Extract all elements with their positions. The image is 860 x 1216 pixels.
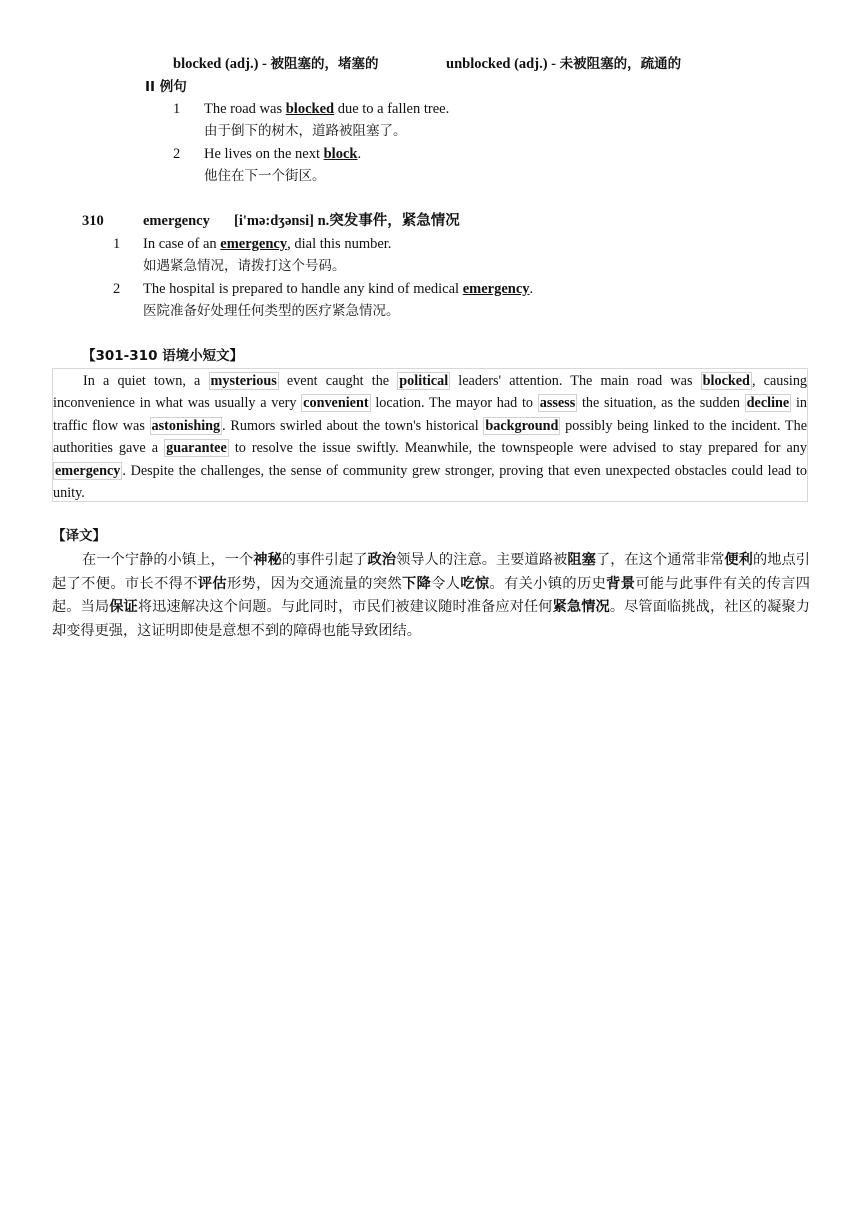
keyword: assess (539, 395, 576, 412)
example-sentence: The road was blocked due to a fallen tree. (204, 101, 450, 117)
keyword: blocked (285, 101, 335, 117)
keyword: convenient (303, 395, 369, 412)
keyword: guarantee (166, 440, 227, 457)
keyword: 阻塞 (567, 552, 596, 568)
blocked-form: blocked (adj.) - (173, 56, 271, 72)
example-translation: 由于倒下的树木，道路被阻塞了。 (204, 123, 407, 139)
keyword: blocked (702, 373, 750, 389)
blocked-form-cn: 被阻塞的，堵塞的 (270, 56, 379, 72)
keyword: 神秘 (253, 552, 282, 568)
keyword: background (485, 417, 559, 434)
keyword: 保证 (109, 599, 138, 615)
keyword: 吃惊 (460, 575, 490, 592)
passage-heading: 【301-310 语境小短文】 (82, 348, 244, 364)
keyword: emergency (462, 281, 530, 297)
entry-phonetic: [i'mə:dʒənsi] n.突发事件，紧急情况 (234, 213, 460, 229)
example-number: 1 (113, 236, 121, 252)
passage-text: In a quiet town, a mysterious event caught the political leaders' attention. The main road was blocked , causing inconvenience in what was usually a very convenient location. The mayor had to assess the situation, as the sudden decline in traffic flow was astonishing . Rumors swirled about the town's historical background possibly being linked to the incident. The authorities gave a guarantee to resolve the issue swiftly. Meanwhile, the townspeople were advised to stay prepared for any emergency . Despite the challenges, the sense of community grew stronger, proving that even unexpected obstacles could lead to unity. (53, 373, 808, 502)
example-sentence: In case of an emergency, dial this number. (143, 236, 392, 252)
keyword: emergency (55, 462, 121, 479)
keyword: block (323, 146, 358, 162)
example-translation: 医院准备好处理任何类型的医疗紧急情况。 (143, 303, 400, 319)
example-number: 2 (173, 146, 181, 162)
example-sentence: He lives on the next block. (204, 146, 362, 162)
keyword: emergency (220, 236, 288, 252)
keyword: 下降 (401, 575, 432, 592)
keyword: 政治 (367, 552, 397, 568)
entry-number: 310 (82, 213, 104, 229)
unblocked-form-cn: 未被阻塞的，疏通的 (559, 56, 682, 72)
passage-box (52, 368, 808, 502)
keyword: 紧急情况 (552, 599, 610, 615)
example-sentence: The hospital is prepared to handle any kind of medical emergency. (143, 281, 534, 297)
keyword: 评估 (197, 575, 227, 592)
example-number: 1 (173, 101, 181, 117)
entry-word: emergency (143, 213, 210, 229)
keyword: astonishing (151, 417, 221, 434)
translation-heading: 【译文】 (52, 528, 106, 544)
word-forms-line (173, 54, 378, 74)
keyword: 背景 (606, 575, 636, 592)
example-translation: 如遇紧急情况，请拨打这个号码。 (143, 258, 346, 274)
example-number: 2 (113, 281, 121, 297)
examples-heading: II 例句 (145, 79, 187, 95)
unblocked-line (446, 54, 681, 74)
keyword: mysterious (210, 373, 277, 389)
keyword: political (399, 373, 449, 389)
example-translation: 他住在下一个街区。 (204, 168, 326, 184)
keyword: decline (746, 395, 790, 412)
unblocked-form: unblocked (adj.) - (446, 56, 560, 72)
translation-text: 在一个宁静的小镇上，一个神秘的事件引起了政治领导人的注意。主要道路被阻塞了，在这个通常非常便利的地点引起了不便。市长不得不评估形势，因为交通流量的突然下降令人吃惊。有关小镇的历史背景可能与此事件有关的传言四起。当局保证将迅速解决这个问题。与此同时，市民们被建议随时准备应对任何紧急情况。尽管面临挑战，社区的凝聚力却变得更强，这证明即使是意想不到的障碍也能导致团结。 (52, 552, 810, 639)
keyword: 便利 (724, 552, 753, 568)
